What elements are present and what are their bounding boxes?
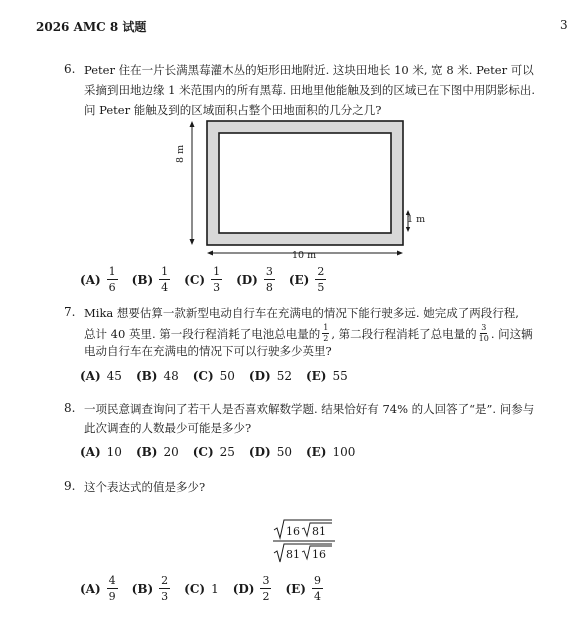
question-9-options xyxy=(80,575,337,602)
option-value: 25 xyxy=(219,445,235,459)
margin-arrow-bottom xyxy=(406,227,410,232)
option-label: (D) xyxy=(248,369,271,383)
option-c[interactable] xyxy=(184,582,219,596)
denominator: 6 xyxy=(108,281,116,294)
question-9-text: 这个表达式的值是多少? xyxy=(84,480,206,494)
denominator: 5 xyxy=(317,281,325,294)
denominator: 2 xyxy=(262,590,270,603)
option-b[interactable] xyxy=(132,266,171,293)
option-label: (C) xyxy=(192,369,214,383)
height-arrow-top xyxy=(190,121,195,127)
numerator: 9 xyxy=(314,574,321,587)
option-c[interactable] xyxy=(193,369,235,383)
option-value: 1 xyxy=(211,581,219,596)
question-7-line-2a: 总计 40 英里. 第一段行程消耗了电池总电量的 xyxy=(84,326,321,341)
fraction xyxy=(159,575,170,602)
question-8-line-2: 此次调查的人数最少可能是多少? xyxy=(84,421,252,435)
option-value: 20 xyxy=(163,445,179,459)
question-7-line-2 xyxy=(84,324,533,343)
question-7-number: 7. xyxy=(64,305,76,319)
option-a[interactable] xyxy=(80,369,122,383)
question-7-line-1: Mika 想要估算一款新型电动自行车在充满电的情况下能行驶多远. 她完成了两段行程, xyxy=(84,306,519,320)
question-6-options xyxy=(80,266,340,293)
fraction xyxy=(107,266,118,293)
option-label: (E) xyxy=(288,272,310,287)
option-label: (C) xyxy=(184,272,206,287)
numerator: 1 xyxy=(161,265,169,278)
option-d[interactable] xyxy=(236,266,275,293)
option-d[interactable] xyxy=(249,445,292,459)
option-a[interactable] xyxy=(80,266,118,293)
option-e[interactable] xyxy=(285,575,323,602)
fraction xyxy=(107,575,118,602)
option-value: 50 xyxy=(219,369,235,383)
denominator: 3 xyxy=(213,281,221,294)
option-label: (C) xyxy=(192,445,214,459)
width-arrow-left xyxy=(207,251,213,256)
numerator: 3 xyxy=(481,323,487,332)
option-b[interactable] xyxy=(136,445,179,459)
option-a[interactable] xyxy=(80,445,122,459)
option-label: (E) xyxy=(305,369,327,383)
field-diagram xyxy=(170,112,440,262)
width-arrow-right xyxy=(397,251,403,256)
denominator-inner-number: 16 xyxy=(312,548,326,561)
option-a[interactable] xyxy=(80,575,118,602)
question-6-line-2: 采摘到田地边缘 1 米范围内的所有黑莓. 田地里他能触及到的区域已在下图中用阴影标出. xyxy=(84,83,536,97)
option-label: (D) xyxy=(248,445,271,459)
margin-label: 1 m xyxy=(407,214,426,225)
question-7-line-2b: , 第二段行程消耗了总电量的 xyxy=(331,326,477,341)
question-9-number: 9. xyxy=(64,479,76,493)
numerator: 3 xyxy=(265,265,273,278)
denominator: 4 xyxy=(161,281,169,294)
question-7-line-3: 电动自行车在充满电的情况下可以行驶多少英里? xyxy=(84,344,332,358)
denominator-outer-number: 81 xyxy=(286,548,300,561)
numerator-inner-number: 81 xyxy=(312,525,326,538)
numerator: 1 xyxy=(108,265,116,278)
numerator: 4 xyxy=(108,574,116,587)
page-number: 3 xyxy=(560,18,568,32)
option-e[interactable] xyxy=(306,369,348,383)
option-label: (B) xyxy=(131,272,154,287)
denominator: 9 xyxy=(108,590,116,603)
denominator: 3 xyxy=(161,590,169,603)
numerator: 3 xyxy=(262,574,270,587)
option-value: 10 xyxy=(106,445,122,459)
option-label: (B) xyxy=(135,369,158,383)
denominator: 2 xyxy=(323,334,329,343)
question-8-options xyxy=(80,445,369,459)
fraction-one-half xyxy=(322,324,329,343)
option-label: (A) xyxy=(80,369,101,383)
page-header-title: 2026 AMC 8 试题 xyxy=(36,20,147,34)
option-value: 50 xyxy=(276,445,292,459)
option-label: (D) xyxy=(236,272,258,287)
question-7-options xyxy=(80,369,362,383)
option-label: (B) xyxy=(135,445,158,459)
question-6-line-3: 问 Peter 能触及到的区域面积占整个田地面积的几分之几? xyxy=(84,103,382,117)
option-label: (A) xyxy=(80,445,101,459)
fraction xyxy=(312,575,323,602)
numerator: 2 xyxy=(161,574,169,587)
radical-expression xyxy=(272,518,342,566)
question-6-number: 6. xyxy=(64,62,76,76)
option-e[interactable] xyxy=(289,266,327,293)
unreachable-inner-region xyxy=(219,133,391,233)
numerator: 2 xyxy=(317,265,325,278)
question-6-line-1: Peter 住在一片长满黑莓灌木丛的矩形田地附近. 这块田地长 10 米, 宽 8 米. Peter 可以 xyxy=(84,63,534,77)
question-8-number: 8. xyxy=(64,401,76,415)
fraction xyxy=(260,575,271,602)
question-7-line-2c: . 问这辆 xyxy=(490,326,533,341)
option-label: (E) xyxy=(285,581,306,596)
fraction xyxy=(159,266,170,293)
denominator: 10 xyxy=(478,334,489,343)
numerator-outer-number: 16 xyxy=(286,525,300,538)
denominator: 4 xyxy=(314,590,321,603)
option-b[interactable] xyxy=(132,575,171,602)
option-b[interactable] xyxy=(136,369,179,383)
option-label: (D) xyxy=(232,581,255,596)
denominator: 8 xyxy=(265,281,273,294)
option-value: 52 xyxy=(276,369,292,383)
option-label: (E) xyxy=(305,445,327,459)
fraction-three-tenths xyxy=(479,324,489,343)
option-label: (A) xyxy=(80,272,101,287)
option-label: (C) xyxy=(184,581,206,596)
option-label: (A) xyxy=(80,581,101,596)
option-d[interactable] xyxy=(249,369,292,383)
option-d[interactable] xyxy=(233,575,272,602)
numerator: 1 xyxy=(323,323,329,332)
option-value: 55 xyxy=(332,369,348,383)
option-value: 48 xyxy=(163,369,179,383)
option-c[interactable] xyxy=(193,445,235,459)
width-label: 10 m xyxy=(292,250,317,261)
option-c[interactable] xyxy=(184,266,222,293)
fraction xyxy=(211,266,222,293)
option-value: 100 xyxy=(332,445,356,459)
question-8-line-1: 一项民意调查询问了若干人是否喜欢解数学题. 结果恰好有 74% 的人回答了“是”. 问参与 xyxy=(84,402,535,416)
fraction xyxy=(315,266,326,293)
height-arrow-bottom xyxy=(190,239,195,245)
option-e[interactable] xyxy=(306,445,355,459)
option-value: 45 xyxy=(106,369,122,383)
numerator: 1 xyxy=(213,265,221,278)
height-label: 8 m xyxy=(175,144,186,163)
fraction xyxy=(264,266,275,293)
option-label: (B) xyxy=(131,581,154,596)
